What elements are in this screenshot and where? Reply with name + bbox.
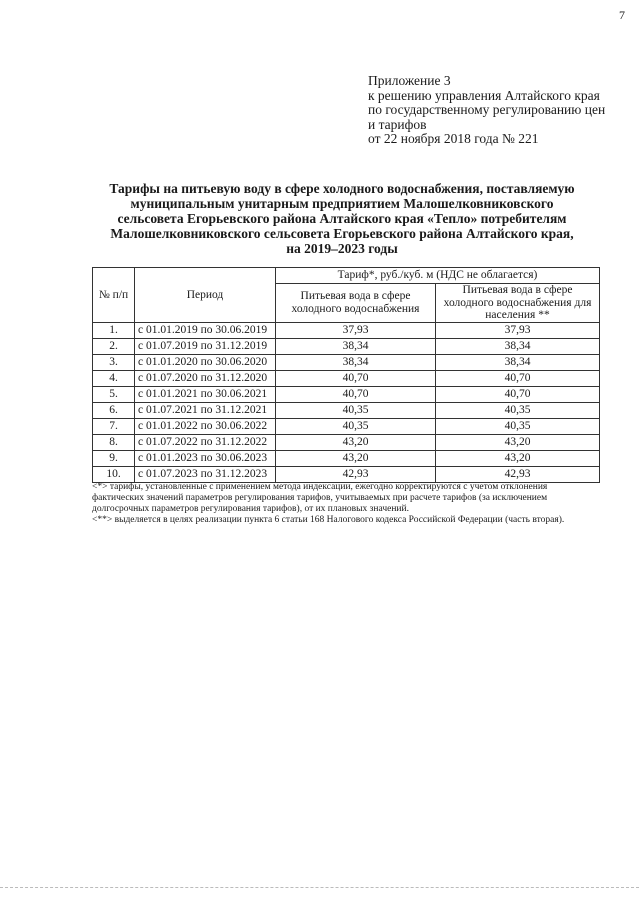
row-period: с 01.01.2020 по 30.06.2020 [135,354,276,370]
row-tariff-general: 43,20 [276,450,436,466]
appendix-line: от 22 ноября 2018 года № 221 [368,131,539,146]
footnote-tariff-indexation: <*> тарифы, установленные с применением метода индексации, ежегодно корректируются с учетом отклонения фактических значений параметров регулирования тарифов, учитываемых при расчете тарифов (за исключением долгосрочных параметров регулирования тарифов), от их плановых значений. [92,482,548,514]
row-tariff-population: 40,35 [436,402,600,418]
header-tariff: Тариф*, руб./куб. м (НДС не облагается) [276,268,600,284]
row-period: с 01.01.2022 по 30.06.2022 [135,418,276,434]
row-number: 1. [93,322,135,338]
table-row [93,338,600,354]
row-tariff-population: 43,20 [436,450,600,466]
row-period: с 01.07.2019 по 31.12.2019 [135,338,276,354]
table-row [93,402,600,418]
header-period: Период [135,268,276,323]
row-number: 3. [93,354,135,370]
header-drinking-water: Питьевая вода в сфере холодного водоснабжения [276,284,436,323]
row-tariff-population: 42,93 [436,466,600,482]
row-tariff-general: 40,35 [276,418,436,434]
table-row [93,434,600,450]
page-number: 7 [619,8,625,22]
document-title [92,181,592,256]
row-period: с 01.07.2021 по 31.12.2021 [135,402,276,418]
row-number: 5. [93,386,135,402]
row-number: 7. [93,418,135,434]
row-period: с 01.07.2020 по 31.12.2020 [135,370,276,386]
title-line: на 2019–2023 годы [286,241,398,256]
title-line: Малошелковниковского сельсовета Егорьевского района Алтайского края, [110,226,574,241]
footnote-vat: <**> выделяется в целях реализации пункта 6 статьи 168 Налогового кодекса Российской Федерации (часть вторая). [92,515,565,525]
row-tariff-population: 38,34 [436,338,600,354]
row-number: 4. [93,370,135,386]
row-number: 2. [93,338,135,354]
row-tariff-general: 37,93 [276,322,436,338]
appendix-header [368,74,630,147]
row-number: 6. [93,402,135,418]
row-number: 10. [93,466,135,482]
row-tariff-general: 40,35 [276,402,436,418]
row-tariff-population: 43,20 [436,434,600,450]
appendix-line: к решению управления Алтайского края [368,87,600,103]
title-line: муниципальным унитарным предприятием Малошелковниковского [130,196,554,211]
header-num: № п/п [93,268,135,323]
row-tariff-population: 40,70 [436,386,600,402]
table-row [93,322,600,338]
row-tariff-general: 40,70 [276,370,436,386]
row-period: с 01.01.2023 по 30.06.2023 [135,450,276,466]
row-tariff-population: 37,93 [436,322,600,338]
title-line: сельсовета Егорьевского района Алтайского края «Тепло» потребителям [117,211,567,226]
page-bottom-rule [0,887,639,888]
table-row [93,370,600,386]
title-line: Тарифы на питьевую воду в сфере холодного водоснабжения, поставляемую [109,181,575,196]
row-tariff-population: 40,70 [436,370,600,386]
row-tariff-general: 42,93 [276,466,436,482]
row-tariff-population: 38,34 [436,354,600,370]
row-period: с 01.07.2023 по 31.12.2023 [135,466,276,482]
footnotes [92,482,598,526]
table-row [93,354,600,370]
appendix-line: и тарифов [368,116,427,132]
table-row [93,450,600,466]
row-period: с 01.01.2019 по 30.06.2019 [135,322,276,338]
appendix-line: Приложение 3 [368,73,451,88]
row-tariff-population: 40,35 [436,418,600,434]
row-number: 9. [93,450,135,466]
table-row [93,418,600,434]
tariff-table [92,267,600,483]
row-period: с 01.07.2022 по 31.12.2022 [135,434,276,450]
row-tariff-general: 40,70 [276,386,436,402]
table-row [93,386,600,402]
row-period: с 01.01.2021 по 30.06.2021 [135,386,276,402]
row-tariff-general: 43,20 [276,434,436,450]
table-row [93,466,600,482]
appendix-line: по государственному регулированию цен [368,102,606,117]
row-number: 8. [93,434,135,450]
row-tariff-general: 38,34 [276,338,436,354]
header-drinking-water-population: Питьевая вода в сфере холодного водоснабжения для населения ** [436,284,600,323]
row-tariff-general: 38,34 [276,354,436,370]
